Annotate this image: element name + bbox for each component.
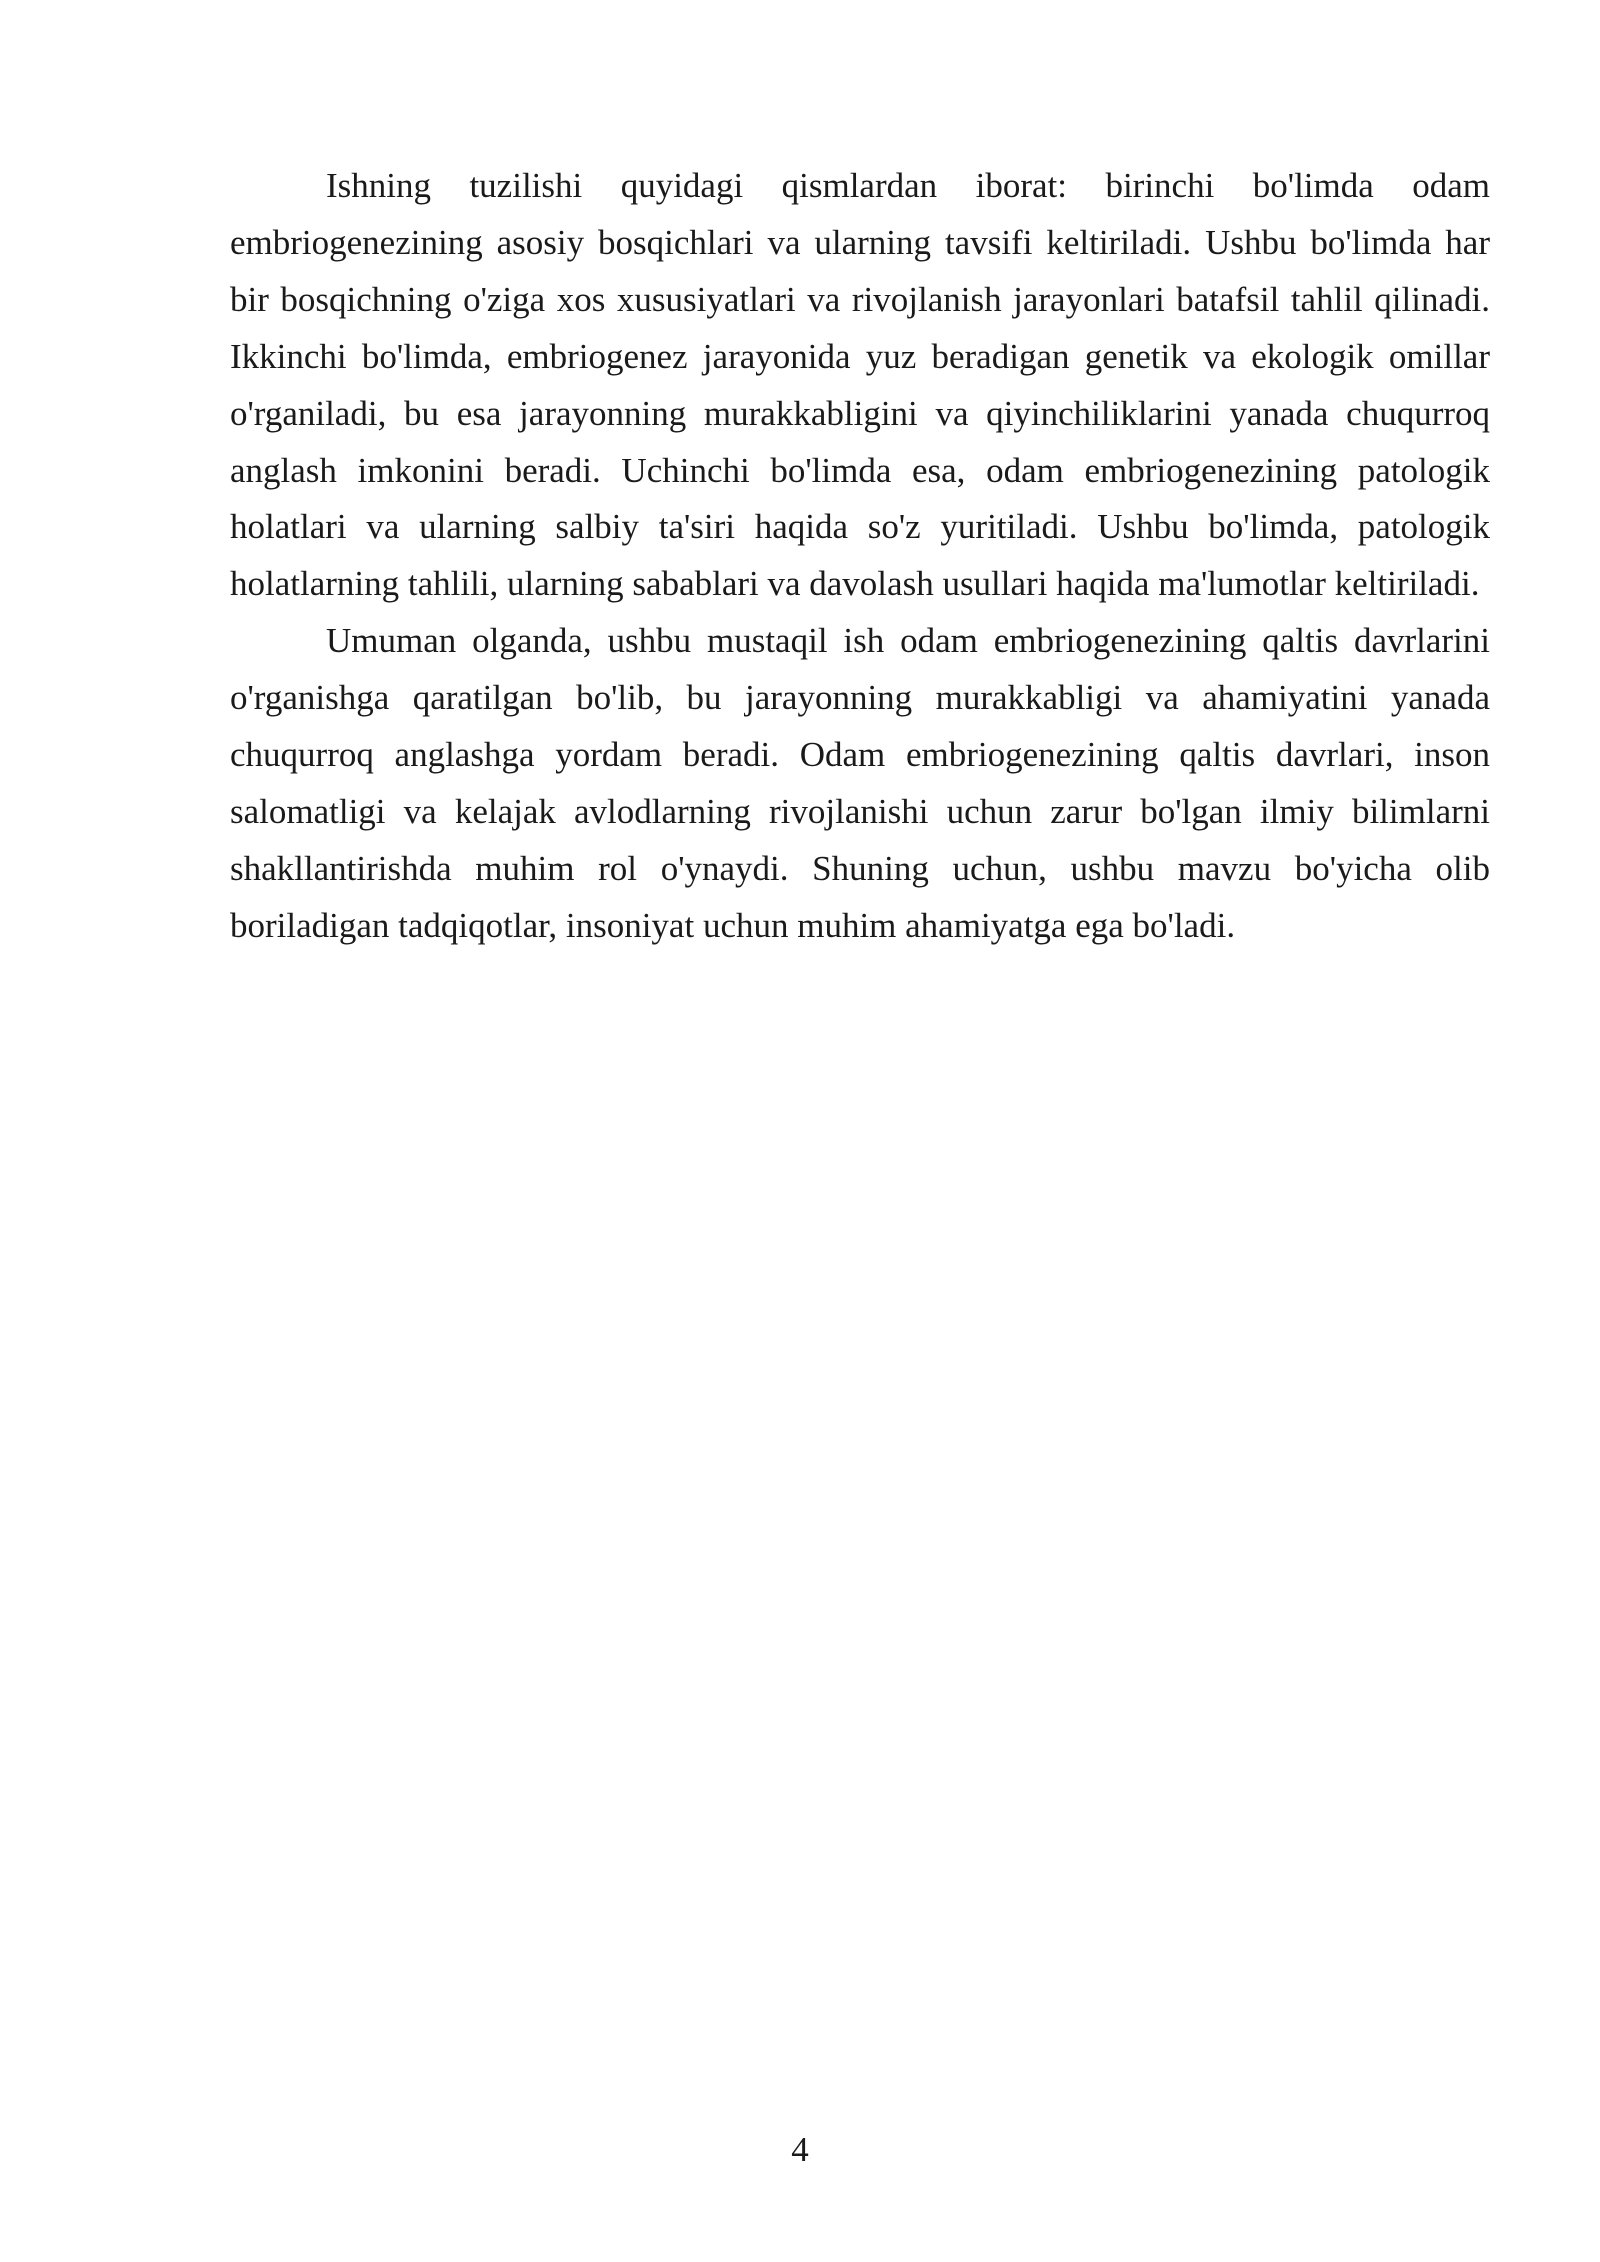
paragraph-conclusion: Umuman olganda, ushbu mustaqil ish odam embriogenezining qaltis davrlarini o'rganishga qaratilgan bo'lib, bu jarayonning murakkabligi va ahamiyatini yanada chuqurroq anglashga yordam beradi. Odam embriogenezining qaltis davrlari, inson salomatligi va kelajak avlodlarning rivojlanishi uchun zarur bo'lgan ilmiy bilimlarni shakllantirishda muhim rol o'ynaydi. Shuning uchun, ushbu mavzu bo'yicha olib boriladigan tadqiqotlar, insoniyat uchun muhim ahamiyatga ega bo'ladi. (230, 621, 1490, 945)
text-body (230, 158, 1490, 955)
paragraph-structure: Ishning tuzilishi quyidagi qismlardan iborat: birinchi bo'limda odam embriogenezining asosiy bosqichlari va ularning tavsifi keltiriladi. Ushbu bo'limda har bir bosqichning o'ziga xos xususiyatlari va rivojlanish jarayonlari batafsil tahlil qilinadi. Ikkinchi bo'limda, embriogenez jarayonida yuz beradigan genetik va ekologik omillar o'rganiladi, bu esa jarayonning murakkabligini va qiyinchiliklarini yanada chuqurroq anglash imkonini beradi. Uchinchi bo'limda esa, odam embriogenezining patologik holatlari va ularning salbiy ta'siri haqida so'z yuritiladi. Ushbu bo'limda, patologik holatlarning tahlili, ularning sabablari va davolash usullari haqida ma'lumotlar keltiriladi. (230, 166, 1490, 604)
page-number: 4 (791, 2130, 809, 2169)
